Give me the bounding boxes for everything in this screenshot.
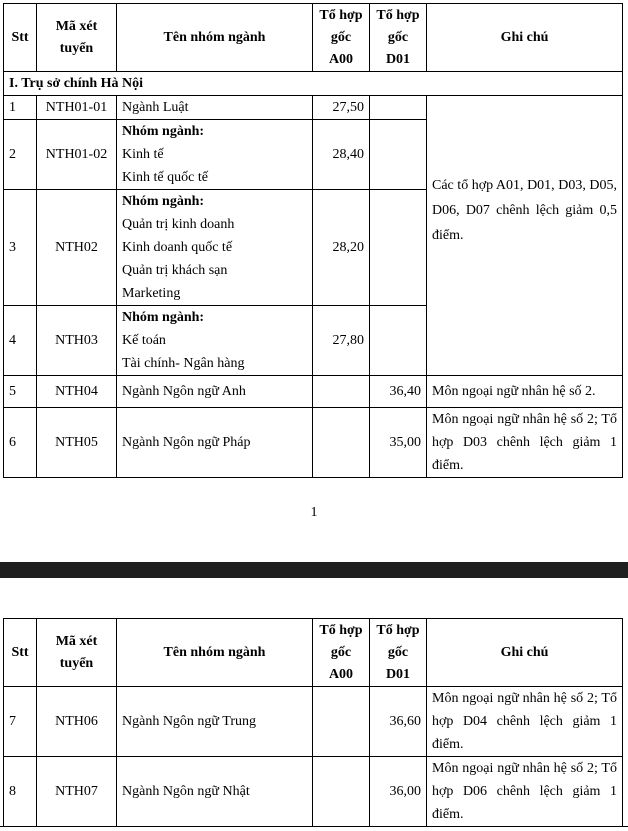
row-note: Môn ngoại ngữ nhân hệ số 2.	[427, 376, 623, 408]
page-number: 1	[310, 505, 318, 520]
row-a00	[313, 687, 370, 757]
row-ten: Ngành Ngôn ngữ Nhật	[117, 757, 313, 827]
header-stt: Stt	[4, 619, 37, 687]
row-ten: Nhóm ngành: Quản trị kinh doanh Kinh doanh quốc tế Quản trị khách sạn Marketing	[117, 190, 313, 306]
row-stt: 3	[4, 190, 37, 306]
row-a00	[313, 408, 370, 478]
row-ten: Nhóm ngành: Kinh tế Kinh tế quốc tế	[117, 120, 313, 190]
row-a00: 28,40	[313, 120, 370, 190]
header-ma-xet-tuyen: Mã xét tuyển	[37, 4, 117, 72]
shared-note: Các tổ hợp A01, D01, D03, D05, D06, D07 chênh lệch giảm 0,5 điểm.	[427, 96, 623, 376]
header-to-hop-d01: Tổ hợp gốc D01	[370, 4, 427, 72]
row-a00: 28,20	[313, 190, 370, 306]
row-d01	[370, 190, 427, 306]
row-ma: NTH04	[37, 376, 117, 408]
row-note: Môn ngoại ngữ nhân hệ số 2; Tổ hợp D06 chênh lệch giảm 1 điểm.	[427, 757, 623, 827]
table-row	[4, 757, 623, 827]
header-ma-xet-tuyen: Mã xét tuyển	[37, 619, 117, 687]
row-ma: NTH01-01	[37, 96, 117, 120]
row-note: Môn ngoại ngữ nhân hệ số 2; Tổ hợp D03 chênh lệch giảm 1 điểm.	[427, 408, 623, 478]
row-a00	[313, 757, 370, 827]
section-title: I. Trụ sở chính Hà Nội	[4, 72, 623, 96]
row-d01	[370, 120, 427, 190]
row-ten: Ngành Luật	[117, 96, 313, 120]
row-d01: 36,00	[370, 757, 427, 827]
row-a00: 27,50	[313, 96, 370, 120]
header-stt: Stt	[4, 4, 37, 72]
header-to-hop-a00: Tổ hợp gốc A00	[313, 619, 370, 687]
header-ten-nhom-nganh: Tên nhóm ngành	[117, 619, 313, 687]
row-ten: Nhóm ngành: Kế toán Tài chính- Ngân hàng	[117, 306, 313, 376]
row-ma: NTH02	[37, 190, 117, 306]
admission-score-table-page-1	[3, 3, 623, 478]
row-d01: 35,00	[370, 408, 427, 478]
header-ghi-chu: Ghi chú	[427, 4, 623, 72]
row-ma: NTH07	[37, 757, 117, 827]
row-ten: Ngành Ngôn ngữ Trung	[117, 687, 313, 757]
row-ma: NTH03	[37, 306, 117, 376]
header-to-hop-a00: Tổ hợp gốc A00	[313, 4, 370, 72]
table-row	[4, 376, 623, 408]
row-stt: 2	[4, 120, 37, 190]
row-d01	[370, 96, 427, 120]
row-d01	[370, 306, 427, 376]
header-to-hop-d01: Tổ hợp gốc D01	[370, 619, 427, 687]
row-ten: Ngành Ngôn ngữ Anh	[117, 376, 313, 408]
table-row	[4, 408, 623, 478]
row-stt: 4	[4, 306, 37, 376]
row-a00	[313, 376, 370, 408]
row-a00: 27,80	[313, 306, 370, 376]
table-header-row	[4, 619, 623, 687]
row-stt: 8	[4, 757, 37, 827]
admission-score-table-page-2	[3, 618, 623, 827]
page-separator	[0, 562, 628, 578]
header-ghi-chu: Ghi chú	[427, 619, 623, 687]
table-row	[4, 96, 623, 120]
table-continuation-edge	[0, 826, 628, 831]
row-stt: 7	[4, 687, 37, 757]
row-d01: 36,60	[370, 687, 427, 757]
row-ma: NTH01-02	[37, 120, 117, 190]
table-row	[4, 687, 623, 757]
table-header-row	[4, 4, 623, 72]
row-ma: NTH05	[37, 408, 117, 478]
row-ma: NTH06	[37, 687, 117, 757]
header-ten-nhom-nganh: Tên nhóm ngành	[117, 4, 313, 72]
row-stt: 6	[4, 408, 37, 478]
row-stt: 5	[4, 376, 37, 408]
section-row	[4, 72, 623, 96]
row-d01: 36,40	[370, 376, 427, 408]
row-note: Môn ngoại ngữ nhân hệ số 2; Tổ hợp D04 chênh lệch giảm 1 điểm.	[427, 687, 623, 757]
row-stt: 1	[4, 96, 37, 120]
row-ten: Ngành Ngôn ngữ Pháp	[117, 408, 313, 478]
